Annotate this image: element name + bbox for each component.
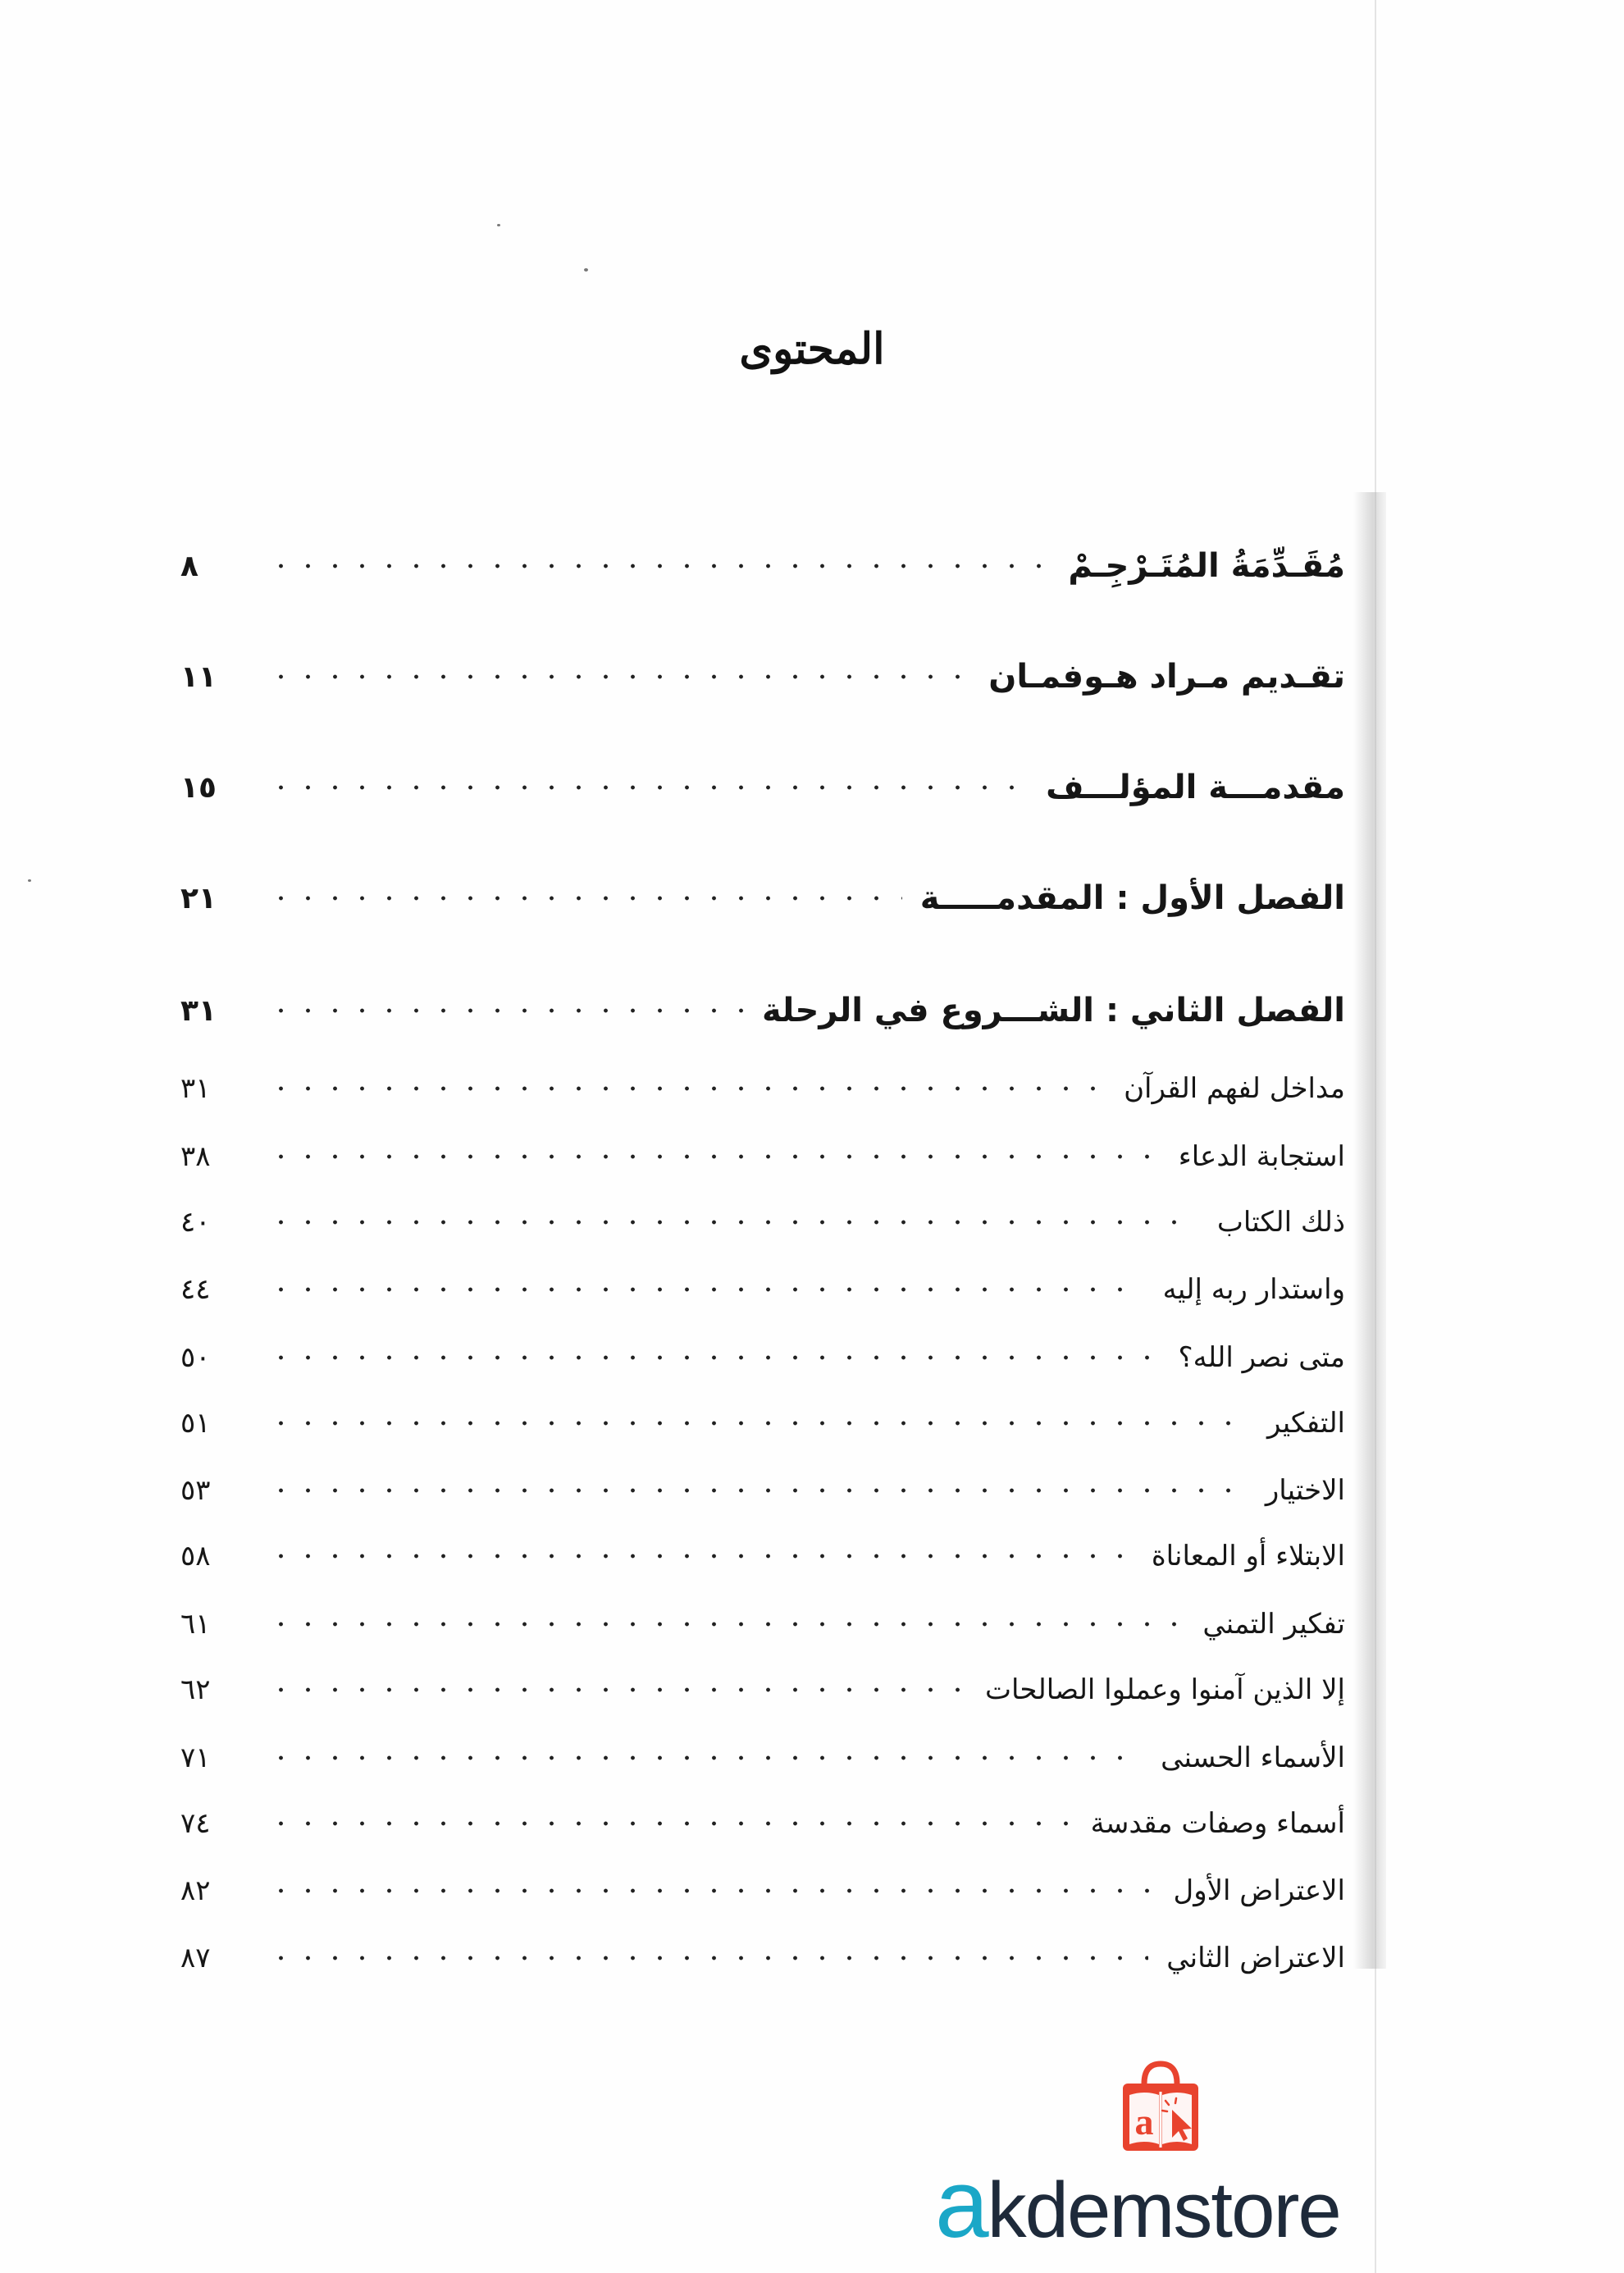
toc-entry-title: ذلك الكتاب <box>1216 1206 1345 1239</box>
toc-entry <box>180 869 1345 927</box>
toc-entry <box>180 1462 1345 1519</box>
toc-entry-page-number: ١١ <box>180 660 217 694</box>
toc-leader-dots <box>267 1755 1143 1760</box>
toc-entry-title: تقـديم مـراد هـوفمـان <box>988 658 1345 696</box>
toc-leader-dots <box>267 1287 1145 1292</box>
toc-entry-title: الابتلاء أو المعاناة <box>1151 1540 1345 1572</box>
toc-entry-page-number: ٦٢ <box>180 1673 211 1706</box>
scan-speck <box>497 224 500 226</box>
toc-entry-title: الفصل الأول : المقدمـــــة <box>919 879 1345 917</box>
toc-entry-page-number: ١٥ <box>180 770 217 805</box>
toc-leader-dots <box>267 564 1050 568</box>
toc-leader-dots <box>267 1488 1248 1493</box>
toc-entry-title: متى نصر الله؟ <box>1178 1341 1345 1374</box>
toc-leader-dots <box>267 1687 967 1692</box>
toc-entry-page-number: ٥٠ <box>180 1341 211 1374</box>
toc-leader-dots <box>267 1622 1184 1627</box>
toc-entry <box>180 1128 1345 1185</box>
toc-leader-dots <box>267 1086 1106 1091</box>
wordmark-rest: kdemstore <box>987 2166 1340 2254</box>
toc-entry-title: مقدمـــة المؤلـــف <box>1046 769 1345 806</box>
toc-leader-dots <box>267 1554 1134 1559</box>
toc-entry <box>180 1929 1345 1987</box>
toc-leader-dots <box>267 1421 1249 1426</box>
toc-entry-page-number: ٧٤ <box>180 1807 211 1840</box>
svg-text:a: a <box>1134 2101 1154 2143</box>
toc-entry <box>180 1394 1345 1452</box>
toc-entry-page-number: ٤٤ <box>180 1273 211 1306</box>
toc-entry-title: الفصل الثاني : الشـــروع في الرحلة <box>761 992 1345 1029</box>
shopping-bag-book-icon <box>1111 2059 1210 2157</box>
toc-entry-page-number: ٨٢ <box>180 1874 211 1907</box>
toc-leader-dots <box>267 785 1028 790</box>
toc-entry-title: استجابة الدعاء <box>1178 1140 1345 1173</box>
toc-entry <box>180 982 1345 1039</box>
page-title: المحتوى <box>739 324 885 374</box>
toc-entry-page-number: ٥٣ <box>180 1474 211 1507</box>
toc-entry-title: إلا الذين آمنوا وعملوا الصالحات <box>985 1673 1345 1706</box>
toc-entry-title: الاعتراض الأول <box>1173 1874 1345 1907</box>
toc-entry <box>180 537 1345 595</box>
toc-entry-title: الأسماء الحسنى <box>1161 1741 1345 1774</box>
binding-shadow <box>1353 492 1386 1969</box>
toc-entry <box>180 1729 1345 1787</box>
toc-leader-dots <box>267 1821 1073 1826</box>
toc-leader-dots <box>267 674 970 679</box>
toc-entry-page-number: ٢١ <box>180 881 217 915</box>
toc-leader-dots <box>267 896 902 901</box>
toc-entry <box>180 1261 1345 1318</box>
toc-entry <box>180 648 1345 705</box>
toc-entry-page-number: ٣٨ <box>180 1140 211 1173</box>
toc-entry <box>180 1527 1345 1585</box>
toc-entry-page-number: ٨٧ <box>180 1942 211 1974</box>
toc-entry-title: الاختيار <box>1265 1474 1345 1507</box>
toc-leader-dots <box>267 1220 1199 1225</box>
toc-entry <box>180 1329 1345 1386</box>
toc-entry-title: أسماء وصفات مقدسة <box>1090 1807 1345 1840</box>
toc-leader-dots <box>267 1888 1156 1893</box>
scan-speck <box>584 268 588 272</box>
toc-leader-dots <box>267 1008 744 1013</box>
toc-entry-page-number: ٦١ <box>180 1608 211 1641</box>
toc-entry <box>180 1661 1345 1718</box>
toc-entry-page-number: ٤٠ <box>180 1206 211 1239</box>
store-logo <box>935 2059 1394 2258</box>
toc-entry-title: تفكير التمني <box>1202 1608 1345 1641</box>
toc-entry <box>180 1595 1345 1653</box>
toc-entry <box>180 1060 1345 1117</box>
toc-entry-page-number: ٨ <box>180 549 198 583</box>
toc-entry-title: مداخل لفهم القرآن <box>1124 1072 1345 1105</box>
toc-leader-dots <box>267 1355 1161 1360</box>
store-wordmark <box>935 2150 1340 2258</box>
toc-entry-title: واستدار ربه إليه <box>1162 1273 1345 1306</box>
toc-entry-title: التفكير <box>1266 1407 1345 1440</box>
toc-entry <box>180 759 1345 816</box>
toc-entry-title: مُقَـدِّمَةُ المُتَـرْجِـمْ <box>1068 547 1345 585</box>
toc-leader-dots <box>267 1956 1148 1960</box>
toc-leader-dots <box>267 1154 1161 1159</box>
toc-entry-page-number: ٥٨ <box>180 1540 211 1572</box>
wordmark-letter-a: a <box>935 2150 988 2258</box>
toc-entry-page-number: ٣١ <box>180 993 217 1028</box>
toc-entry <box>180 1862 1345 1919</box>
toc-entry <box>180 1795 1345 1852</box>
scan-speck <box>28 879 31 882</box>
toc-entry-page-number: ٧١ <box>180 1741 211 1774</box>
toc-entry-page-number: ٥١ <box>180 1407 211 1440</box>
toc-entry <box>180 1194 1345 1251</box>
toc-entry-title: الاعتراض الثاني <box>1166 1942 1345 1974</box>
toc-entry-page-number: ٣١ <box>180 1072 211 1105</box>
